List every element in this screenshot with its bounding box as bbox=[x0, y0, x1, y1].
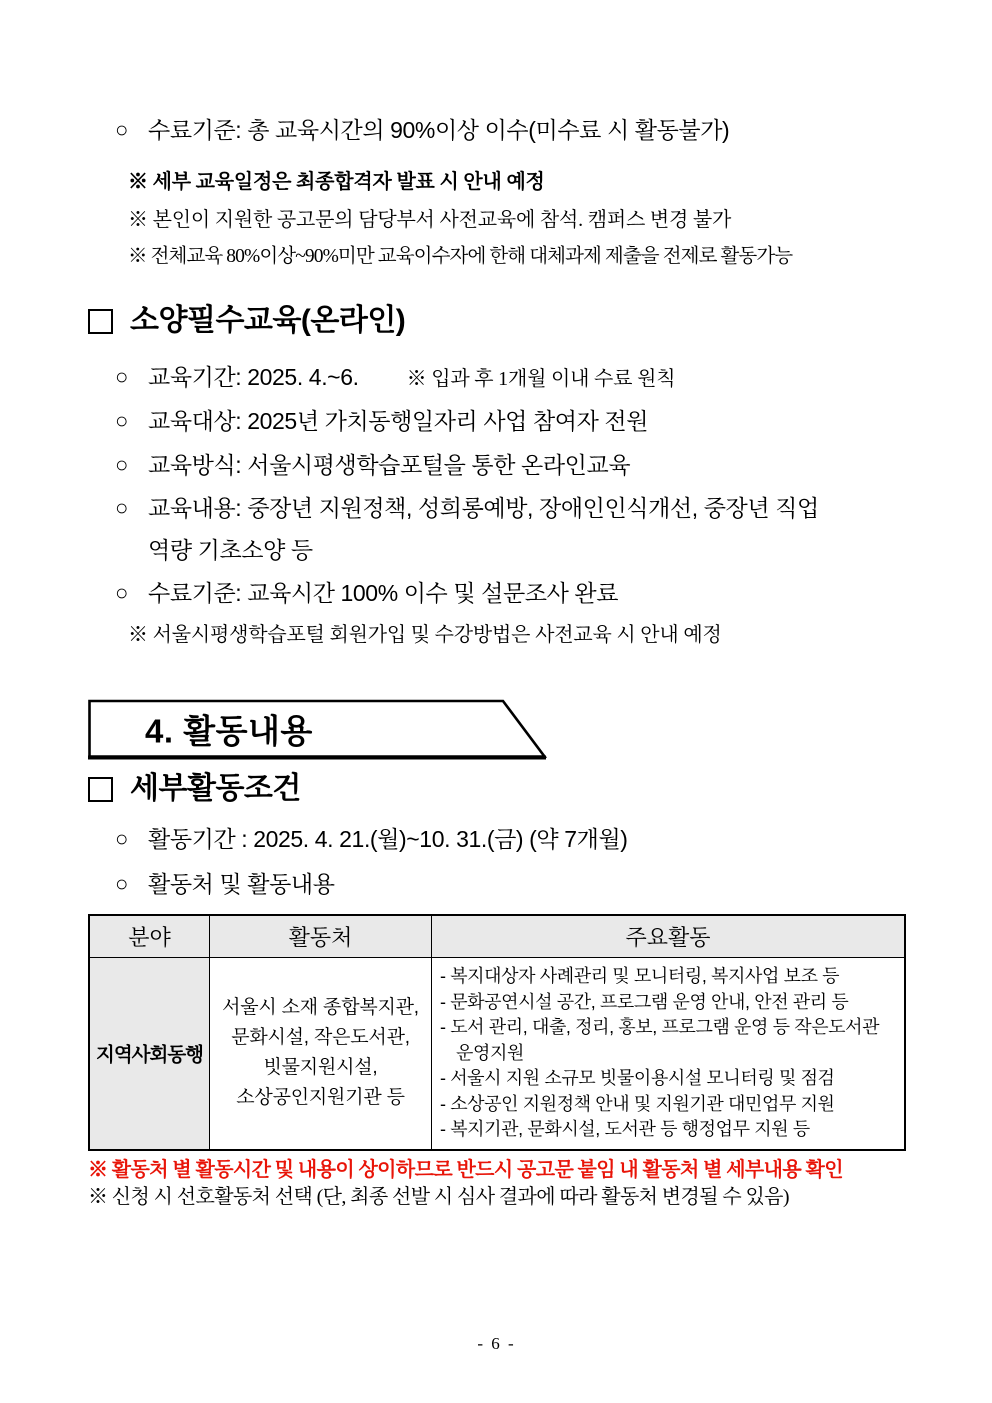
completion-criteria-text: 수료기준: 총 교육시간의 90%이상 이수(미수료 시 활동불가) bbox=[148, 117, 730, 143]
circle-bullet-icon: ○ bbox=[115, 495, 128, 520]
section-4-title: 4. 활동내용 bbox=[145, 712, 313, 750]
circle-bullet-icon: ○ bbox=[115, 364, 128, 389]
table-row bbox=[89, 958, 905, 1150]
header-field: 분야 bbox=[89, 915, 210, 958]
organization-line: 서울시 소재 종합복지관, bbox=[222, 997, 419, 1019]
activity-conditions-heading-text: 세부활동조건 bbox=[130, 772, 301, 805]
completion-note-3: ※ 전체교육 80%이상~90%미만 교육이수자에 한해 대체과제 제출을 전제로 활동가능 bbox=[128, 246, 793, 267]
main-activities-cell bbox=[432, 958, 906, 1150]
education-portal-note: ※ 서울시평생학습포털 회원가입 및 수강방법은 사전교육 시 안내 예정 bbox=[128, 624, 722, 646]
education-method-line bbox=[88, 448, 905, 482]
square-bullet-icon bbox=[88, 309, 113, 334]
application-note: ※ 신청 시 선호활동처 선택 (단, 최종 선발 시 심사 결과에 따라 활동처 변경될 수 있음) bbox=[88, 1185, 789, 1208]
circle-bullet-icon: ○ bbox=[115, 871, 128, 896]
education-period-text bbox=[148, 360, 675, 396]
activity-item: - 서울시 지원 소규모 빗물이용시설 모니터링 및 점검 bbox=[440, 1068, 835, 1088]
activity-item: - 도서 관리, 대출, 정리, 홍보, 프로그램 운영 등 작은도서관 운영지원 bbox=[440, 1017, 880, 1063]
education-target-text: 교육대상: 2025년 가치동행일자리 사업 참여자 전원 bbox=[148, 408, 649, 434]
education-completion-text: 수료기준: 교육시간 100% 이수 및 설문조사 완료 bbox=[148, 580, 619, 606]
page-number: - 6 - bbox=[477, 1333, 516, 1353]
circle-bullet-icon: ○ bbox=[115, 826, 128, 851]
header-main-activities: 주요활동 bbox=[432, 915, 906, 958]
organizations-cell bbox=[210, 958, 432, 1150]
header-organization: 활동처 bbox=[210, 915, 432, 958]
organization-line: 소상공인지원기관 등 bbox=[236, 1087, 405, 1109]
field-cell: 지역사회동행 bbox=[89, 958, 210, 1150]
circle-bullet-icon: ○ bbox=[115, 117, 128, 142]
education-content-text: 교육내용: 중장년 지원정책, 성희롱예방, 장애인인식개선, 중장년 직업 bbox=[148, 495, 819, 521]
table-header-row bbox=[89, 915, 905, 958]
activity-item: - 소상공인 지원정책 안내 및 지원기관 대민업무 지원 bbox=[440, 1093, 835, 1114]
square-bullet-icon bbox=[88, 777, 113, 802]
education-period-note: ※ 입과 후 1개월 이내 수료 원칙 bbox=[406, 368, 676, 390]
education-period-line bbox=[88, 360, 905, 396]
completion-criteria-line bbox=[88, 113, 905, 147]
activity-period-text: 활동기간 : 2025. 4. 21.(월)~10. 31.(금) (약 7개월) bbox=[148, 826, 628, 852]
completion-note-2: ※ 본인이 지원한 공고문의 담당부서 사전교육에 참석. 캠퍼스 변경 불가 bbox=[128, 209, 732, 231]
activity-list-label-text: 활동처 및 활동내용 bbox=[148, 871, 335, 897]
education-content-line bbox=[88, 491, 905, 525]
education-completion-line bbox=[88, 576, 905, 610]
red-warning-note: ※ 활동처 별 활동시간 및 내용이 상이하므로 반드시 공고문 붙임 내 활동처 별 세부내용 확인 bbox=[88, 1158, 843, 1181]
activity-period-line bbox=[88, 822, 905, 856]
organization-line: 빗물지원시설, bbox=[263, 1057, 378, 1079]
completion-note-1: ※ 세부 교육일정은 최종합격자 발표 시 안내 예정 bbox=[128, 171, 545, 193]
education-target-line bbox=[88, 404, 905, 438]
circle-bullet-icon: ○ bbox=[115, 580, 128, 605]
education-method-text: 교육방식: 서울시평생학습포털을 통한 온라인교육 bbox=[148, 452, 631, 478]
organization-line: 문화시설, 작은도서관, bbox=[231, 1027, 410, 1049]
activity-conditions-heading bbox=[88, 768, 905, 810]
activities-table bbox=[88, 914, 906, 1151]
circle-bullet-icon: ○ bbox=[115, 452, 128, 477]
education-content-line2: 역량 기초소양 등 bbox=[148, 537, 313, 563]
activity-item: - 문화공연시설 공간, 프로그램 운영 안내, 안전 관리 등 bbox=[440, 991, 849, 1012]
circle-bullet-icon: ○ bbox=[115, 408, 128, 433]
activity-item: - 복지대상자 사례관리 및 모니터링, 복지사업 보조 등 bbox=[440, 966, 840, 986]
section-4-banner bbox=[88, 699, 548, 760]
education-period-value: 교육기간: 2025. 4.~6. bbox=[148, 364, 359, 390]
activity-item: - 복지기관, 문화시설, 도서관 등 행정업무 지원 등 bbox=[440, 1119, 810, 1139]
activity-list-label-line bbox=[88, 867, 905, 901]
online-education-heading bbox=[88, 300, 905, 342]
online-education-heading-text: 소양필수교육(온라인) bbox=[130, 304, 406, 337]
